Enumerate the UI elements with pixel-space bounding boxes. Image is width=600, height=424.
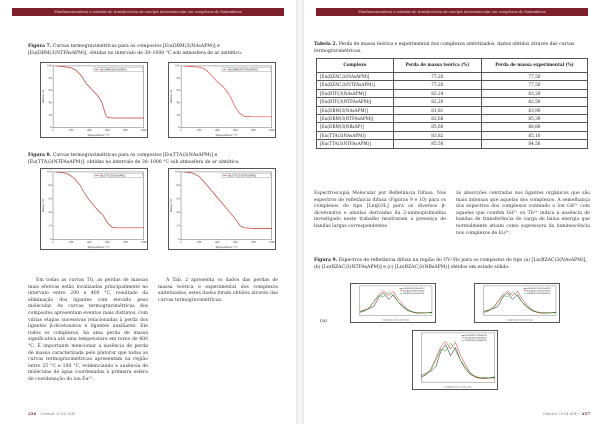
- y-tick-label: 20: [48, 224, 52, 228]
- spectrum-legend-label: [Gd(BZAC)3(NTFAsAPM)]: [526, 287, 551, 290]
- figure-7-text: Curvas termogravimétricas para os compostos [Eu(DBM)3(NAsAPM)] e [Eu(DBM)3(NTFAsAPM)], obtidas no intervalo de 30–1000 °C sob atmosfera de ar sintético.: [28, 44, 243, 56]
- figure-7-caption: [28, 44, 276, 57]
- table-cell-theoretical: 77,20: [393, 81, 481, 89]
- plot-frame: [181, 172, 272, 239]
- x-tick-label: 400: [215, 128, 220, 132]
- x-axis-label: Temperatura / °C: [87, 246, 110, 249]
- x-tick-label: 600: [105, 240, 110, 244]
- gutter: [296, 0, 304, 424]
- table-cell-complex: [Eu(DBM)3(NAsAPM)]: [317, 106, 394, 114]
- tg-chart-3: [40, 168, 148, 250]
- reflectance-chart-c: [412, 330, 498, 390]
- legend-label: [Eu(TTA)3(NTFAsAPM)]: [227, 174, 257, 178]
- tg-series-line: [56, 172, 144, 228]
- x-tick-label: 1000: [140, 240, 147, 244]
- table-cell-experimental: 83,90: [481, 106, 587, 114]
- legend-label: [Eu(TTA)3(NAsAPM)]: [99, 174, 126, 178]
- x-tick-label: 0: [180, 240, 182, 244]
- y-tick-label: 100: [175, 64, 180, 68]
- table-cell-theoretical: 83,82: [393, 131, 481, 139]
- table-cell-experimental: 77,50: [481, 73, 587, 81]
- left-page: [0, 0, 296, 424]
- y-axis-label: Massa / %: [169, 90, 173, 104]
- table-cell-theoretical: 81,81: [393, 106, 481, 114]
- y-tick-label: 0: [177, 238, 180, 242]
- table-cell-experimental: 88,80: [481, 123, 587, 131]
- x-tick-label: 1000: [140, 128, 147, 132]
- reflectance-chart-b-svg: [475, 284, 559, 322]
- y-tick-label: 100: [175, 170, 180, 174]
- table-cell-complex: [Eu(DBM)3(NTFAsAPM)]: [317, 115, 394, 123]
- right-body-paragraph-2: às absorções centradas nos ligantes orgânicos que são mais intensas que aquelas dos complexos. A semelhança dos espectros dos complexos contendo o íon Gd³⁺ com aqueles que contêm Gd³⁺ ou Tb³⁺ indica a ausência de bandas de transferência de carga de baixa energia que normalmente atuam como supressora da luminescência nos complexos de Eu³⁺.: [456, 191, 590, 236]
- x-tick-label: 200: [68, 128, 74, 132]
- y-tick-label: 40: [48, 211, 52, 215]
- table-cell-theoretical: 83,24: [393, 89, 481, 97]
- y-tick-label: 60: [176, 89, 180, 93]
- spectrum-line: [421, 341, 494, 378]
- table-row: [317, 98, 588, 106]
- tg-series-line: [184, 66, 272, 117]
- spectrum-legend-label: [Eu(BZAC)3(NAsAPM)]: [402, 290, 425, 293]
- right-footer: [543, 411, 590, 416]
- x-tick-label: 200: [196, 128, 202, 132]
- tg-chart-3-svg: [41, 169, 147, 249]
- left-body-paragraph-1: Em todas as curvas TG, as perdas de massas mais efetivas estão localizadas principalmente no intervalo entre 200 e 400 °C, resultado da eliminação dos ligantes com elevado peso molecular. As curvas termogravimétricas dos compostos apresentam eventos mais distintos, com várias etapas sucessivas relacionadas à perda dos ligantes β-dicetonatos e ligantes auxiliares. Em todos os complexos, há uma perda de massa significativa até uma temperatura em torno de 400 °C. É importante mencionar a ausência de perda de massa caracterizada pelo platorar que todas as curvas termogravimétricas apresentam na região entre 25 °C e 100 °C, evidenciando a ausência de moléculas de água coordenadas à primeira esfera de coordenação do íon Eu³⁺.: [28, 278, 148, 382]
- table-cell-theoretical: 77,20: [393, 73, 481, 81]
- spectrum-line: [360, 293, 432, 313]
- spectrum-line: [484, 293, 556, 313]
- right-journal: Orbital 2014 6(4): [542, 411, 578, 416]
- x-axis-label: Temperatura / °C: [215, 246, 238, 249]
- left-body-column-1: [28, 278, 148, 384]
- y-tick-label: 40: [48, 101, 52, 105]
- y-axis-label: Massa / %: [41, 90, 45, 104]
- left-running-header: Fotoluminescência e estudos de transferência de energia intramolecular em complexos de lantanídeos: [12, 8, 284, 16]
- x-tick-label: 0: [52, 240, 54, 244]
- y-tick-label: 100: [47, 170, 52, 174]
- tg-chart-2-svg: [169, 63, 275, 137]
- table-row: [317, 140, 588, 148]
- right-page: [304, 0, 600, 424]
- y-tick-label: 0: [50, 126, 52, 130]
- table-header-experimental: Perda de massa experimental (%): [481, 59, 587, 73]
- table-cell-theoretical: 85,60: [393, 123, 481, 131]
- tg-chart-1: [40, 62, 148, 138]
- right-body-column-1: [314, 191, 446, 231]
- table-cell-complex: [Eu(BZAC)3(NTFAsAPM)]: [317, 81, 394, 89]
- x-tick-label: 800: [251, 128, 256, 132]
- y-tick-label: 40: [176, 211, 180, 215]
- figure-9-label: Figura 9.: [314, 258, 338, 263]
- table-row: [317, 81, 588, 89]
- table-header-complexo: Complexo: [317, 59, 394, 73]
- table-cell-complex: [Eu(DBM)3(NBzAP)]: [317, 123, 394, 131]
- x-tick-label: 0: [180, 128, 182, 132]
- reflectance-chart-c-svg: [413, 331, 497, 389]
- x-axis-label: Temperatura / °C: [215, 134, 238, 137]
- x-tick-label: 200: [68, 240, 74, 244]
- spectrum-x-label: Comprimento de onda (nm): [382, 319, 410, 322]
- spectrum-legend-label: [Tb(BZAC)3(NAsAPM)]: [402, 292, 425, 295]
- table-cell-complex: [Eu(BTF)3(NTFAsAPM)]: [317, 98, 394, 106]
- reflectance-chart-a: [350, 283, 436, 323]
- spectrum-x-label: Comprimento de onda (nm): [506, 319, 534, 322]
- table-cell-experimental: 85,39: [481, 115, 587, 123]
- left-page-number: 256: [28, 411, 37, 416]
- right-running-header: Fotoluminescência e estudos de transferência de energia intramolecular em complexos de lantanídeos: [316, 8, 588, 16]
- tg-series-line: [184, 172, 272, 229]
- y-tick-label: 80: [176, 184, 180, 188]
- spectrum-legend-label: [Tb(BZAC)3(NTFAsAPM)]: [526, 292, 551, 295]
- table-cell-experimental: 84,50: [481, 140, 587, 148]
- y-tick-label: 80: [48, 76, 52, 80]
- table-cell-complex: [Eu(BZAC)3(NAsAPM)]: [317, 73, 394, 81]
- tg-chart-2: [168, 62, 276, 138]
- table-2-text: Perda de massa teórica e experimental dos complexos sintetizados, dados obtidos através das curvas termogravimétricas.: [314, 42, 575, 54]
- x-tick-label: 0: [52, 128, 54, 132]
- table-header-row: [317, 59, 588, 73]
- y-tick-label: 60: [48, 89, 52, 93]
- y-tick-label: 80: [176, 76, 180, 80]
- panel-a-label: (a): [320, 318, 327, 324]
- figure-8-label: Figura 8.: [28, 153, 52, 158]
- y-tick-label: 20: [176, 113, 180, 117]
- figure-9-caption: [314, 258, 590, 271]
- figure-8-caption: [28, 153, 276, 166]
- right-page-number: 257: [581, 411, 590, 416]
- left-body-column-2: [158, 278, 278, 304]
- table-cell-experimental: 83,20: [481, 89, 587, 97]
- left-journal: Orbital 2014 6(4): [40, 411, 76, 416]
- table-row: [317, 89, 588, 97]
- tg-chart-4: [168, 168, 276, 250]
- x-tick-label: 200: [196, 240, 202, 244]
- table-2: [316, 58, 588, 149]
- y-tick-label: 60: [48, 197, 52, 201]
- x-tick-label: 1000: [268, 240, 275, 244]
- left-footer: [28, 411, 75, 416]
- y-tick-label: 40: [176, 101, 180, 105]
- x-tick-label: 400: [87, 240, 92, 244]
- table-2-body: [317, 73, 588, 149]
- table-cell-theoretical: 82,68: [393, 115, 481, 123]
- reflectance-chart-a-svg: [351, 284, 435, 322]
- y-axis-label: Massa / %: [41, 199, 45, 213]
- table-row: [317, 115, 588, 123]
- table-cell-complex: [Eu(TTA)3(NAsAPM)]: [317, 131, 394, 139]
- x-axis-label: Temperatura / °C: [87, 134, 110, 137]
- reflectance-chart-b: [474, 283, 560, 323]
- x-tick-label: 400: [87, 128, 92, 132]
- x-tick-label: 800: [251, 240, 256, 244]
- table-2-caption: [314, 42, 590, 55]
- x-tick-label: 400: [215, 240, 220, 244]
- legend-label: [Eu(DBM)3(NTFAsAPM)]: [227, 68, 258, 72]
- plot-frame: [181, 66, 272, 127]
- y-tick-label: 20: [176, 224, 180, 228]
- spectrum-legend-label: [Tb(BZAC)3(NBzAPM)]: [465, 340, 487, 343]
- right-body-column-2: [456, 191, 590, 237]
- tg-series-line: [56, 66, 144, 118]
- x-tick-label: 600: [233, 240, 238, 244]
- spectrum-legend-label: [Gd(BZAC)3(NAsAPM)]: [402, 287, 425, 290]
- x-tick-label: 600: [233, 128, 238, 132]
- spectrum-x-label: Comprimento de onda (nm): [444, 386, 472, 389]
- tg-chart-4-svg: [169, 169, 275, 249]
- table-cell-experimental: 85,10: [481, 131, 587, 139]
- table-cell-experimental: 82,50: [481, 98, 587, 106]
- figure-9-text: Espectros de refletância difusa na região do UV–Vis para os compostos do tipo (a) [Ln(BZAC)3(NAsAPM)], (b) [Ln(BZAC)3(NTFAsAPM)] e (c) [Ln(BZAC)3(NBzAPM)] obtidos em estado sólido.: [314, 258, 587, 270]
- x-tick-label: 600: [105, 128, 110, 132]
- spectrum-line: [421, 345, 494, 378]
- table-cell-experimental: 77,50: [481, 81, 587, 89]
- x-tick-label: 800: [123, 240, 128, 244]
- legend-label: [Eu(DBM)3(NAsAPM)]: [99, 68, 127, 72]
- spectrum-legend-label: [Gd(BZAC)3(NBzAPM)]: [465, 335, 487, 338]
- y-axis-label: Massa / %: [169, 199, 173, 213]
- table-cell-theoretical: 82,20: [393, 98, 481, 106]
- table-cell-theoretical: 85,50: [393, 140, 481, 148]
- table-row: [317, 73, 588, 81]
- y-tick-label: 0: [178, 126, 180, 130]
- table-row: [317, 123, 588, 131]
- y-tick-label: 60: [176, 197, 180, 201]
- tg-chart-1-svg: [41, 63, 147, 137]
- y-tick-label: 20: [48, 113, 52, 117]
- y-tick-label: 80: [48, 184, 52, 188]
- table-cell-complex: [Eu(TTA)3(NTFAsAPM)]: [317, 140, 394, 148]
- right-body-paragraph-1: Espectroscopia Molecular por Refletância Difusa. Nos espectros de refletância difusa (Figuras 9 e 10) para os complexos do tipo [Ln(β)3L] para os diversos β-dicetonatos e amidas derivadas da 2-aminopirimidina investigado neste trabalho mostraram a presença de bandas largas correspondentes: [314, 191, 446, 229]
- table-header-theoretical: Perda de massa teórica (%): [393, 59, 481, 73]
- table-cell-complex: [Eu(BTF)3(NAsAPM)]: [317, 89, 394, 97]
- x-tick-label: 1000: [268, 128, 275, 132]
- figure-7-label: Figura 7.: [28, 44, 52, 49]
- table-row: [317, 131, 588, 139]
- figure-8-text: Curvas termogravimétricas para os compostos [Eu(TTA)3(NAsAPM)] e [Eu(TTA)3(NTFAsAPM)], obtidas no intervalo de 30–1000 °C sob atmosfera de ar sintético.: [28, 153, 240, 165]
- spectrum-legend-label: [Eu(BZAC)3(NBzAPM)]: [465, 337, 487, 340]
- table-row: [317, 106, 588, 114]
- x-tick-label: 800: [123, 128, 128, 132]
- table-2-label: Tabela 2.: [314, 42, 338, 47]
- y-tick-label: 100: [47, 64, 52, 68]
- y-tick-label: 0: [49, 238, 52, 242]
- spectrum-legend-label: [Eu(BZAC)3(NTFAsAPM)]: [526, 290, 551, 293]
- left-body-paragraph-2: A Tab. 2 apresenta os dados das perdas de massa teórica e experimental dos complexos sintetizados, estes dados foram obtidos através das curvas termogravimétricas.: [158, 278, 278, 303]
- plot-frame: [53, 172, 144, 239]
